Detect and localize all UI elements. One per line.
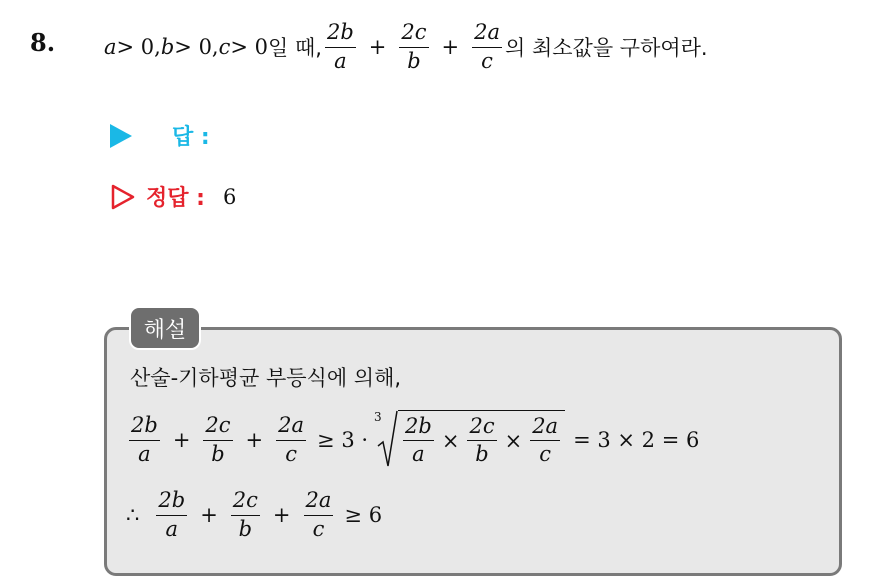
var-b: b <box>160 35 175 59</box>
denominator: b <box>407 48 421 73</box>
answer-row <box>110 120 210 151</box>
play-triangle-icon <box>110 124 132 148</box>
denominator: b <box>475 442 489 466</box>
fraction <box>530 415 560 466</box>
denominator: c <box>312 516 325 541</box>
numerator: 2b <box>325 21 356 47</box>
cube-root <box>376 410 565 470</box>
fraction <box>231 489 260 540</box>
numerator: 2c <box>467 415 496 441</box>
numerator: 2c <box>399 21 428 47</box>
denominator: a <box>412 442 425 466</box>
condition-text: > 0 <box>230 35 269 59</box>
hollow-triangle-icon <box>110 183 136 211</box>
solution-tab: 해설 <box>129 306 201 350</box>
denominator: c <box>481 48 493 73</box>
question-text <box>104 12 708 82</box>
question-number: 8. <box>30 28 56 57</box>
fraction <box>403 415 434 466</box>
times-sign: × <box>504 428 523 453</box>
numerator: 2b <box>403 415 434 441</box>
numerator: 2c <box>203 414 232 440</box>
answer-label: 답 : <box>172 125 210 150</box>
fraction <box>472 21 502 72</box>
plus-sign: + <box>200 503 218 527</box>
when-text: 일 때, <box>268 36 322 60</box>
fraction <box>399 21 428 72</box>
times-sign: × <box>441 428 460 453</box>
fraction <box>129 414 160 465</box>
geq-term: ≥ 6 <box>344 503 383 527</box>
correct-answer-row <box>110 181 236 212</box>
plus-sign: + <box>245 428 264 452</box>
numerator: 2b <box>156 489 187 515</box>
var-c: c <box>218 35 231 59</box>
radicand <box>398 410 565 470</box>
plus-sign: + <box>441 35 460 59</box>
correct-value: 6 <box>222 184 237 209</box>
condition-text: > 0, <box>174 35 219 59</box>
fraction <box>304 489 334 540</box>
plus-sign: + <box>272 503 291 527</box>
solution-conclusion <box>126 485 382 545</box>
numerator: 2b <box>129 414 160 440</box>
plus-sign: + <box>172 428 191 452</box>
result-term: = 3 × 2 = 6 <box>573 428 700 452</box>
solution-inequality <box>126 410 699 470</box>
numerator: 2a <box>530 415 560 441</box>
fraction <box>325 21 356 72</box>
condition-text: > 0, <box>116 35 161 59</box>
denominator: c <box>539 442 552 466</box>
geq-term: ≥ 3 · <box>317 428 369 452</box>
fraction <box>203 414 232 465</box>
var-a: a <box>104 35 117 59</box>
numerator: 2a <box>472 21 502 47</box>
denominator: a <box>138 441 151 466</box>
denominator: c <box>285 441 297 466</box>
solution-intro: 산술-기하평균 부등식에 의해, <box>130 366 402 390</box>
numerator: 2a <box>276 414 306 440</box>
denominator: a <box>165 516 179 541</box>
fraction <box>276 414 306 465</box>
plus-sign: + <box>368 35 387 59</box>
numerator: 2c <box>231 489 260 515</box>
numerator: 2a <box>304 489 334 515</box>
question-tail: 의 최소값을 구하여라. <box>505 36 708 60</box>
denominator: b <box>238 516 253 541</box>
denominator: a <box>334 48 347 73</box>
therefore-sign: ∴ <box>126 503 140 527</box>
correct-label: 정답 : <box>146 186 205 211</box>
denominator: b <box>211 441 225 466</box>
fraction <box>467 415 496 466</box>
root-index: 3 <box>374 410 382 424</box>
fraction <box>156 489 187 540</box>
problem-statement <box>0 12 884 82</box>
